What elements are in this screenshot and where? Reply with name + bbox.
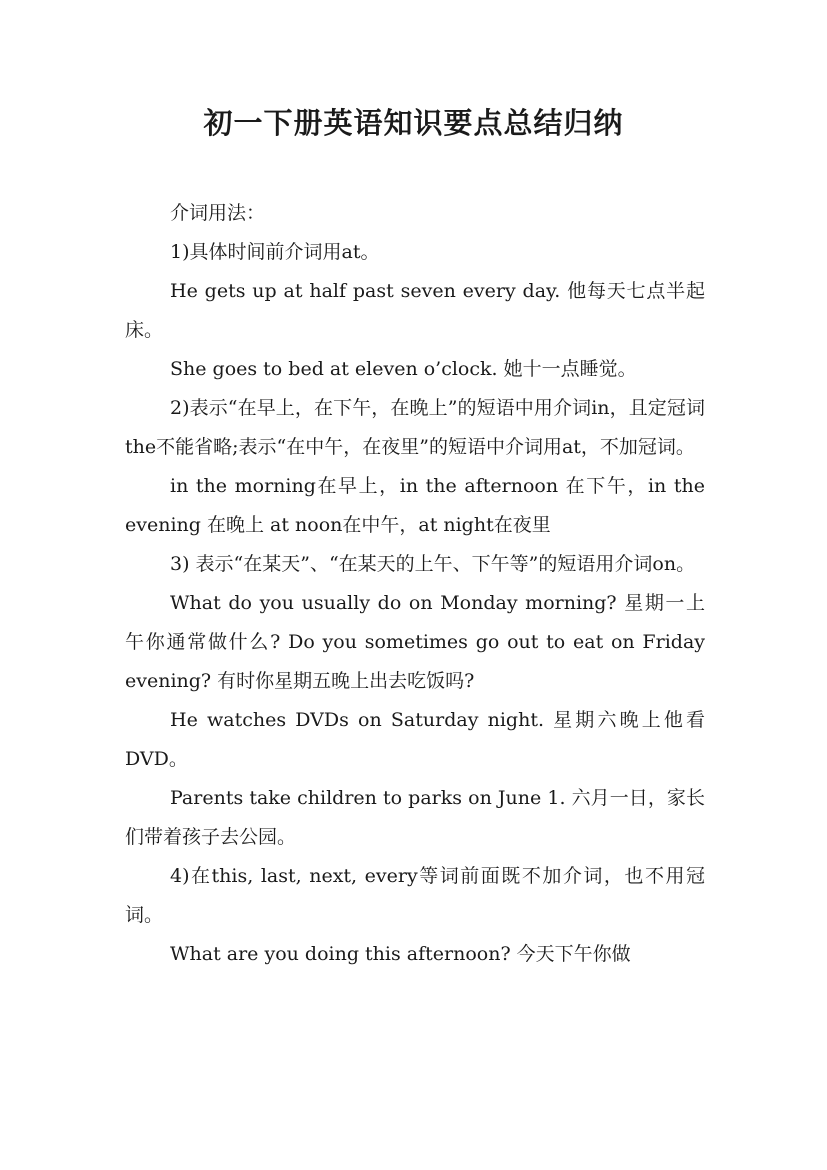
paragraph: He gets up at half past seven every day. 他每天七点半起床。 bbox=[125, 280, 705, 341]
paragraph: 3) 表示“在某天”、“在某天的上午、下午等”的短语用介词on。 bbox=[170, 553, 696, 575]
paragraph: 1)具体时间前介词用at。 bbox=[170, 241, 380, 263]
paragraph: 4)在this, last, next, every等词前面既不加介词，也不用冠词。 bbox=[125, 865, 705, 926]
document-title: 初一下册英语知识要点总结归纳 bbox=[203, 106, 624, 140]
paragraph: What are you doing this afternoon? 今天下午你做 bbox=[170, 943, 631, 965]
paragraph: He watches DVDs on Saturday night. 星期六晚上他看DVD。 bbox=[125, 709, 705, 770]
paragraph: in the morning在早上，in the afternoon 在下午，in the evening 在晚上 at noon在中午，at night在夜里 bbox=[125, 475, 705, 536]
paragraph: She goes to bed at eleven o’clock. 她十一点睡觉。 bbox=[170, 358, 637, 380]
document-body bbox=[125, 194, 705, 974]
paragraph: Parents take children to parks on June 1. 六月一日，家长们带着孩子去公园。 bbox=[125, 787, 705, 848]
paragraph: What do you usually do on Monday morning? 星期一上午你通常做什么? Do you sometimes go out to eat on Friday evening? 有时你星期五晚上出去吃饭吗? bbox=[125, 592, 705, 692]
paragraph: 2)表示“在早上，在下午，在晚上”的短语中用介词in，且定冠词the不能省略;表示“在中午，在夜里”的短语中介词用at，不加冠词。 bbox=[125, 397, 705, 458]
paragraph: 介词用法： bbox=[170, 202, 266, 224]
